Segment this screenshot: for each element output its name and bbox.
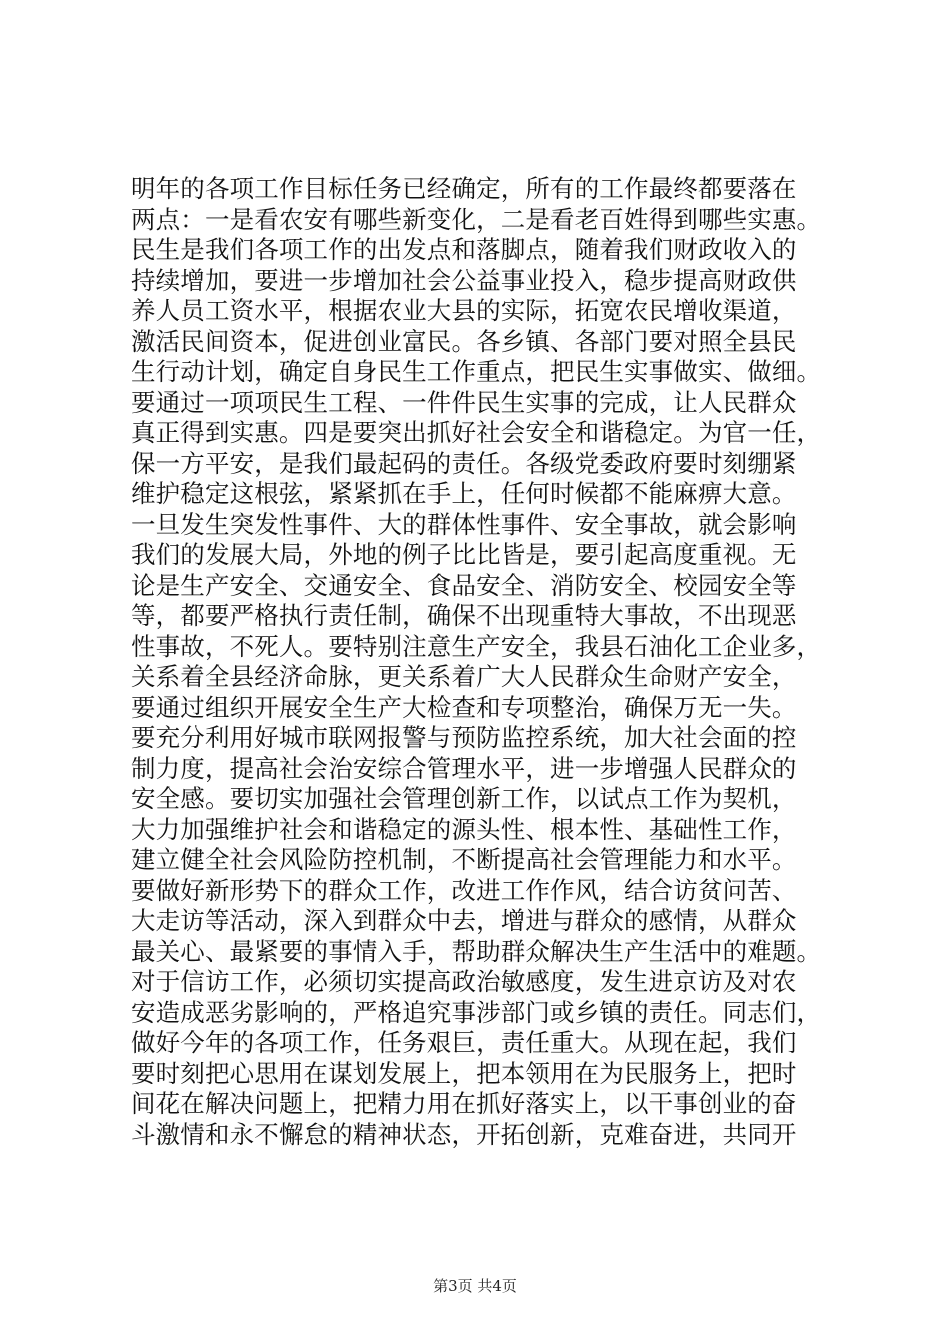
text-line: 维护稳定这根弦，紧紧抓在手上，任何时候都不能麻痹大意。 — [131, 479, 797, 508]
page-number: 第3页 共4页 — [433, 1277, 517, 1295]
text-line: 做好今年的各项工作，任务艰巨，责任重大。从现在起，我们 — [131, 1028, 797, 1057]
text-line: 等，都要严格执行责任制，确保不出现重特大事故，不出现恶 — [131, 601, 797, 630]
text-line: 激活民间资本，促进创业富民。各乡镇、各部门要对照全县民 — [131, 326, 797, 356]
text-line: 最关心、最紧要的事情入手，帮助群众解决生产生活中的难题。 — [131, 936, 822, 966]
text-line: 间花在解决问题上，把精力用在抓好落实上，以干事创业的奋 — [131, 1089, 797, 1118]
text-line: 保一方平安，是我们最起码的责任。各级党委政府要时刻绷紧 — [131, 448, 797, 478]
text-line: 对于信访工作，必须切实提高政治敏感度，发生进京访及对农 — [131, 967, 797, 996]
text-line: 明年的各项工作目标任务已经确定，所有的工作最终都要落在 — [131, 174, 797, 203]
text-line: 要通过一项项民生工程、一件件民生实事的完成，让人民群众 — [131, 387, 797, 417]
text-line: 要做好新形势下的群众工作，改进工作作风，结合访贫问苦、 — [131, 875, 797, 905]
text-line: 养人员工资水平，根据农业大县的实际，拓宽农民增收渠道， — [131, 296, 797, 325]
text-line: 安全感。要切实加强社会管理创新工作，以试点工作为契机， — [131, 784, 797, 813]
text-line: 生行动计划，确定自身民生工作重点，把民生实事做实、做细。 — [131, 357, 822, 386]
page-footer — [0, 1276, 950, 1296]
text-line: 大力加强维护社会和谐稳定的源头性、根本性、基础性工作， — [131, 814, 797, 844]
text-line: 要充分利用好城市联网报警与预防监控系统，加大社会面的控 — [131, 723, 797, 752]
text-line: 建立健全社会风险防控机制，不断提高社会管理能力和水平。 — [131, 845, 797, 874]
text-line: 两点：一是看农安有哪些新变化，二是看老百姓得到哪些实惠。 — [131, 204, 822, 234]
text-line: 一旦发生突发性事件、大的群体性事件、安全事故，就会影响 — [131, 509, 797, 539]
text-line: 论是生产安全、交通安全、食品安全、消防安全、校园安全等 — [131, 570, 797, 600]
text-line: 大走访等活动，深入到群众中去，增进与群众的感情，从群众 — [131, 906, 797, 935]
text-line: 性事故，不死人。要特别注意生产安全，我县石油化工企业多， — [131, 631, 822, 661]
text-line: 关系着全县经济命脉，更关系着广大人民群众生命财产安全， — [131, 662, 797, 691]
text-line: 制力度，提高社会治安综合管理水平，进一步增强人民群众的 — [131, 753, 797, 783]
document-body — [131, 174, 831, 1150]
text-line: 我们的发展大局，外地的例子比比皆是，要引起高度重视。无 — [131, 540, 797, 569]
text-line: 民生是我们各项工作的出发点和落脚点，随着我们财政收入的 — [131, 235, 797, 264]
text-line: 持续增加，要进一步增加社会公益事业投入，稳步提高财政供 — [131, 265, 797, 295]
text-line: 要通过组织开展安全生产大检查和专项整治，确保万无一失。 — [131, 692, 797, 722]
text-line: 斗激情和永不懈怠的精神状态，开拓创新，克难奋进，共同开 — [131, 1119, 797, 1149]
text-line: 要时刻把心思用在谋划发展上，把本领用在为民服务上，把时 — [131, 1058, 797, 1088]
text-line: 真正得到实惠。四是要突出抓好社会安全和谐稳定。为官一任， — [131, 418, 822, 447]
text-line: 安造成恶劣影响的，严格追究事涉部门或乡镇的责任。同志们， — [131, 997, 822, 1027]
